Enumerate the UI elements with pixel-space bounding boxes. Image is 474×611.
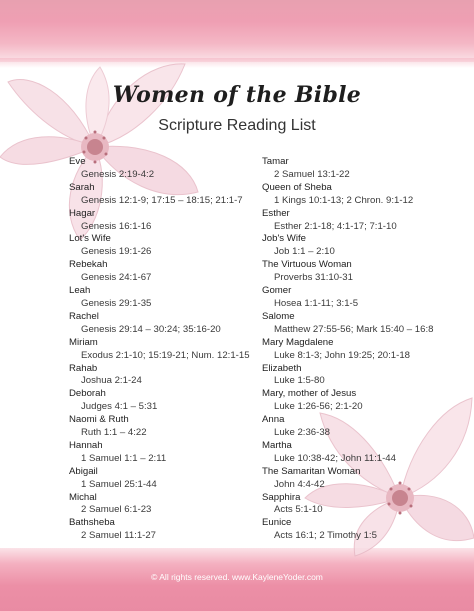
list-item (262, 414, 462, 440)
woman-name: Rebekah (69, 259, 108, 271)
list-item (262, 492, 462, 518)
scripture-reference: Genesis 19:1-26 (81, 246, 152, 258)
list-item (262, 285, 462, 311)
scripture-reference: John 4:4-42 (274, 478, 325, 490)
woman-name: The Samaritan Woman (262, 465, 361, 477)
woman-name: Lot's Wife (69, 233, 111, 245)
scripture-reference: 2 Samuel 11:1-27 (81, 530, 157, 542)
scripture-reference: Luke 8:1-3; John 19:25; 20:1-18 (274, 349, 411, 361)
list-item (69, 156, 249, 182)
reading-list-right-column (262, 156, 462, 543)
scripture-reference: Proverbs 31:10-31 (274, 272, 353, 284)
scripture-reference: Genesis 24:1-67 (81, 272, 152, 284)
scripture-reference: Ruth 1:1 – 4:22 (81, 427, 147, 439)
list-item (69, 208, 249, 234)
list-item (69, 440, 249, 466)
scripture-reference: Luke 10:38-42; John 11:1-44 (274, 452, 396, 464)
scripture-reference: Luke 1:5-80 (274, 375, 325, 387)
list-item (69, 466, 249, 492)
list-item (69, 492, 249, 518)
list-item (69, 182, 249, 208)
list-item (262, 156, 462, 182)
list-item (262, 233, 462, 259)
list-item (69, 517, 249, 543)
woman-name: Rachel (69, 310, 99, 322)
scripture-reference: 1 Kings 10:1-13; 2 Chron. 9:1-12 (274, 194, 414, 206)
woman-name: Mary, mother of Jesus (262, 388, 357, 400)
scripture-reference: Acts 5:1-10 (274, 504, 323, 516)
woman-name: Abigail (69, 465, 98, 477)
scripture-reference: Job 1:1 – 2:10 (274, 246, 335, 258)
scripture-reference: Luke 1:26-56; 2:1-20 (274, 401, 363, 413)
list-item (262, 466, 462, 492)
woman-name: Deborah (69, 388, 106, 400)
woman-name: Salome (262, 310, 295, 322)
reading-list-left-column (69, 156, 249, 543)
woman-name: Sapphira (262, 491, 301, 503)
woman-name: Tamar (262, 156, 289, 167)
list-item (69, 414, 249, 440)
list-item (69, 337, 249, 363)
scripture-reference: 1 Samuel 25:1-44 (81, 478, 157, 490)
scripture-reference: Luke 2:36-38 (274, 427, 331, 439)
list-item (262, 311, 462, 337)
woman-name: Michal (69, 491, 97, 503)
list-item (262, 363, 462, 389)
scripture-reference: Matthew 27:55-56; Mark 15:40 – 16:8 (274, 323, 434, 335)
scripture-reference: Genesis 29:14 – 30:24; 35:16-20 (81, 323, 221, 335)
list-item (69, 259, 249, 285)
woman-name: Leah (69, 285, 91, 297)
scripture-reference: Hosea 1:1-11; 3:1-5 (274, 297, 359, 309)
scripture-reference: 2 Samuel 13:1-22 (274, 168, 350, 180)
woman-name: Bathsheba (69, 517, 115, 529)
scripture-reference: Genesis 16:1-16 (81, 220, 152, 232)
list-item (262, 388, 462, 414)
woman-name: Sarah (69, 181, 95, 193)
woman-name: Eunice (262, 517, 292, 529)
list-item (69, 311, 249, 337)
woman-name: Job's Wife (262, 233, 306, 245)
scripture-reference: Exodus 2:1-10; 15:19-21; Num. 12:1-15 (81, 349, 250, 361)
scripture-reference: Esther 2:1-18; 4:1-17; 7:1-10 (274, 220, 397, 232)
woman-name: Martha (262, 439, 292, 451)
woman-name: Hagar (69, 207, 96, 219)
woman-name: Queen of Sheba (262, 181, 332, 193)
page-subtitle: Scripture Reading List (158, 117, 316, 134)
scripture-reference: Joshua 2:1-24 (81, 375, 142, 387)
woman-name: Gomer (262, 285, 292, 297)
footer-copyright: © All rights reserved. www.KayleneYoder.com (151, 572, 323, 582)
woman-name: Mary Magdalene (262, 336, 334, 348)
woman-name: Rahab (69, 362, 98, 374)
list-item (69, 285, 249, 311)
woman-name: The Virtuous Woman (262, 259, 352, 271)
woman-name: Eve (69, 156, 86, 167)
woman-name: Elizabeth (262, 362, 302, 374)
list-item (262, 182, 462, 208)
scripture-reference: Acts 16:1; 2 Timothy 1:5 (274, 530, 377, 542)
list-item (262, 259, 462, 285)
scripture-reference: Genesis 2:19-4:2 (81, 168, 155, 180)
scripture-reference: Judges 4:1 – 5:31 (81, 401, 158, 413)
list-item (69, 388, 249, 414)
woman-name: Miriam (69, 336, 98, 348)
scripture-reference: 2 Samuel 6:1-23 (81, 504, 152, 516)
woman-name: Hannah (69, 439, 103, 451)
scripture-reference: 1 Samuel 1:1 – 2:11 (81, 452, 167, 464)
list-item (69, 233, 249, 259)
scripture-reference: Genesis 12:1-9; 17:15 – 18:15; 21:1-7 (81, 194, 243, 206)
list-item (262, 440, 462, 466)
list-item (262, 208, 462, 234)
woman-name: Naomi & Ruth (69, 414, 129, 426)
list-item (262, 337, 462, 363)
woman-name: Esther (262, 207, 290, 219)
scripture-reference: Genesis 29:1-35 (81, 297, 152, 309)
page-title: Women of the Bible (112, 82, 362, 108)
list-item (262, 517, 462, 543)
list-item (69, 363, 249, 389)
woman-name: Anna (262, 414, 285, 426)
